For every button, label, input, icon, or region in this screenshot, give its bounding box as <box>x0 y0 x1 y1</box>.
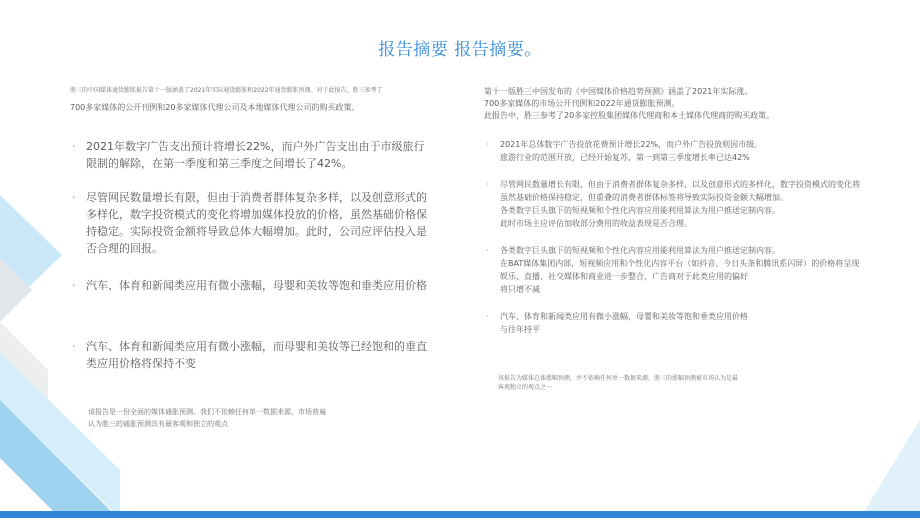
bullet-dot: · <box>72 140 76 153</box>
left-footer <box>70 406 432 430</box>
right-bullet-line: 旅游行业的范围开放，已经开始复苏，第一到第三季度增长率已达42% <box>500 153 750 162</box>
left-bullet <box>70 338 432 372</box>
right-bullet-line: 尽管网民数量增长有限，但由于消费者群体复杂多样，以及创意形式的多样化，数字投资模式的变化将 <box>500 180 860 189</box>
right-bullet-line: 在BAT媒体集团内部，短视频应用和个性化内容平台（如抖音、今日头条和腾讯系闪屏）的价格将呈现 <box>500 259 860 268</box>
right-intro-line: 此报告中，胜三参考了20多家控股集团媒体代理商和本土媒体代理商的购买政策。 <box>484 111 775 120</box>
left-bullet-text: 汽车、体育和新闻类应用有微小涨幅，而母婴和美妆等已经饱和的垂直类应用价格将保持不变 <box>86 340 427 370</box>
right-intro-line: 第十一版胜三中国发布的《中国媒体价格趋势预测》涵盖了2021年实际涨。 <box>484 87 753 96</box>
bullet-dot: · <box>486 246 489 255</box>
right-footer-line: 客观独立的观点之一 <box>498 384 553 391</box>
bullet-dot: · <box>486 180 489 189</box>
right-footer <box>484 374 914 392</box>
right-bullet-line: 娱乐、直播、社交媒体和商业进一步整合，广告商对于此类应用的偏好 <box>500 272 748 281</box>
right-bullet <box>484 310 914 336</box>
right-bullet <box>484 178 914 230</box>
left-bullet <box>70 277 432 294</box>
bullet-dot: · <box>72 279 76 292</box>
right-bullet-line: 汽车、体育和新闻类应用有微小涨幅，母婴和美妆等饱和垂类应用价格 <box>500 312 748 321</box>
deco-right-light-triangle <box>860 420 920 518</box>
right-column <box>484 86 914 392</box>
page-title: 报告摘要 报告摘要。 <box>378 40 542 60</box>
bottom-accent-bar <box>0 511 920 518</box>
bullet-dot: · <box>486 140 489 149</box>
bullet-dot: · <box>72 340 76 353</box>
right-bullet-line: 虽然基础价格保持稳定，但重叠的消费者群体标签将导致实际投资金额大幅增加。 <box>500 193 788 202</box>
right-intro-line: 700多家媒体的市场公开刊例和2022年通货膨胀预测。 <box>484 99 680 108</box>
right-bullet-line: 2021年总体数字广告投放花费预计增长22%，而户外广告投放则因市级。 <box>500 140 763 149</box>
left-bullet-text: 汽车、体育和新闻类应用有微小涨幅，母婴和美妆等饱和垂类应用价格 <box>86 279 427 292</box>
left-column <box>70 86 432 430</box>
left-bullet <box>70 189 432 257</box>
right-bullet-line: 此时市场主应评估加收部分费用的收益表现是否合理。 <box>500 219 692 228</box>
right-bullet-line: 将只增不减 <box>500 285 540 294</box>
left-footer-line: 该报告是一份全面的媒体通胀预测。我们不依赖任何单一数据来源，市场普遍 <box>88 408 326 416</box>
right-intro <box>484 86 914 122</box>
right-bullet <box>484 244 914 296</box>
left-footer-line: 认为胜三的通胀预测具有最客观和独立的观点 <box>88 420 228 428</box>
bullet-dot: · <box>72 191 76 204</box>
right-footer-line: 该报告为媒体总体涨幅预测，并不依赖任何单一数据来源，胜三的涨幅预测被市场认为是最 <box>498 375 739 382</box>
left-bullet <box>70 138 432 172</box>
right-bullet-line: 与往年持平 <box>500 325 540 334</box>
right-bullet-line: 各类数字巨头旗下的短视频和个性化内容应用能利用算法为用户推送定制内容。 <box>500 246 780 255</box>
left-intro-small: 胜三的中国媒体通货膨胀报告第十一版涵盖了2021年实际通货膨胀和2022年通货膨胀预测。对于此报告，胜三参考了 <box>70 87 383 94</box>
left-bullet-text: 尽管网民数量增长有限，但由于消费者群体复杂多样，以及创意形式的多样化，数字投资模式的变化将增加媒体投放的价格，虽然基础价格保持稳定。实际投资金额将导致总体大幅增加。此时，公司应评估投入是否合理的回报。 <box>86 191 427 255</box>
bullet-dot: · <box>486 312 489 321</box>
left-bullet-text: 2021年数字广告支出预计将增长22%，而户外广告支出由于市级旅行限制的解除，在第一季度和第三季度之间增长了42%。 <box>86 140 425 170</box>
right-bullet-line: 各类数字巨头旗下的短视频和个性化内容应用能利用算法为用户推送定制内容。 <box>500 206 780 215</box>
left-intro-line: 700多家媒体的公开刊例和20多家媒体代理公司及本地媒体代理公司的购买政策。 <box>70 103 360 112</box>
right-bullet <box>484 138 914 164</box>
